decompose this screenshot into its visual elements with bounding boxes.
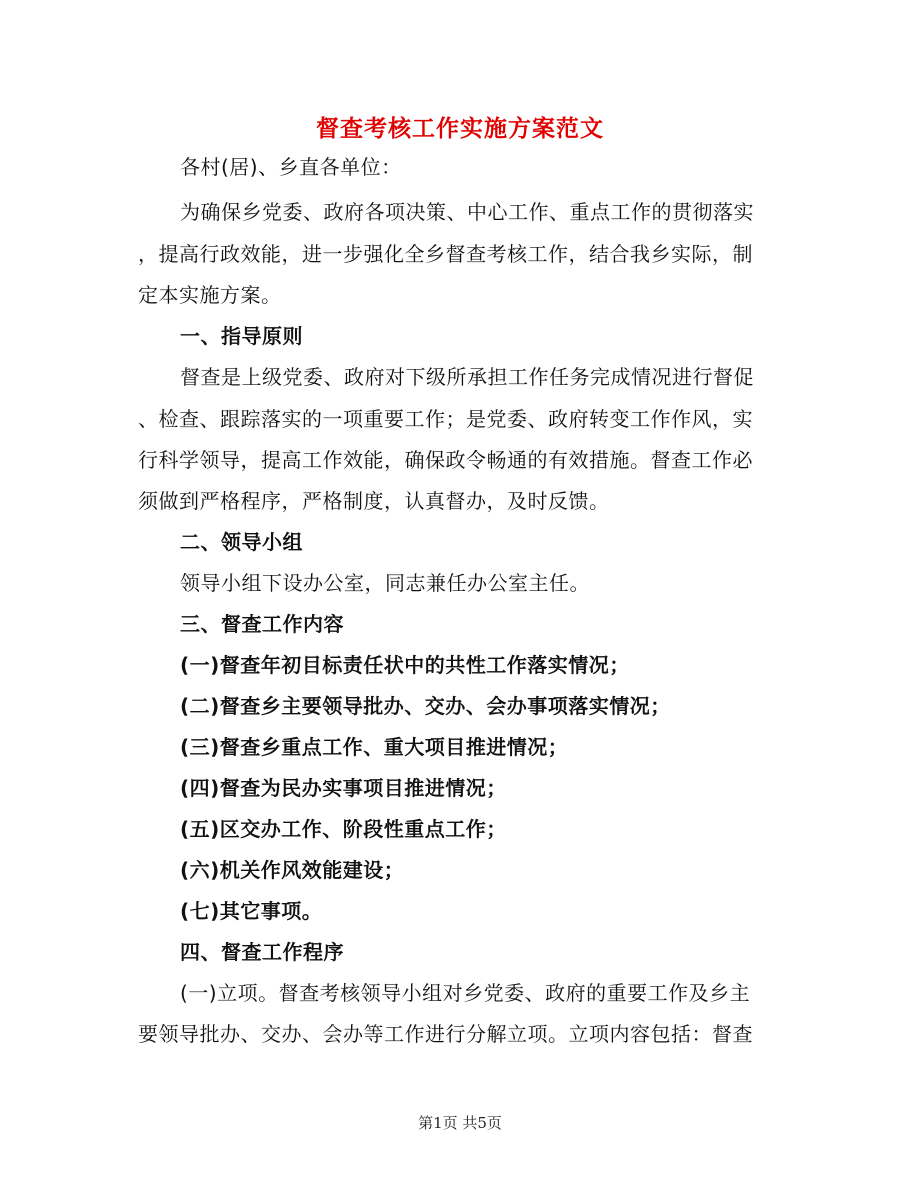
s3-item: (三)督查乡重点工作、重大项目推进情况； <box>180 735 569 759</box>
s3-item: (五)区交办工作、阶段性重点工作； <box>180 817 507 841</box>
s3-item: (二)督查乡主要领导批办、交办、会办事项落实情况； <box>180 694 671 718</box>
intro-line-3: 定本实施方案。 <box>138 283 282 307</box>
intro-line-1: 为确保乡党委、政府各项决策、中心工作、重点工作的贯彻落实 <box>180 200 754 224</box>
document-title: 督查考核工作实施方案范文 <box>316 116 604 142</box>
s3-item: (一)督查年初目标责任状中的共性工作落实情况； <box>180 653 630 677</box>
section-heading-inspection-content: 三、督查工作内容 <box>180 612 344 636</box>
salutation: 各村(居)、乡直各单位： <box>180 155 402 179</box>
section-heading-guiding-principles: 一、指导原则 <box>180 324 303 348</box>
section-heading-leadership-group: 二、领导小组 <box>180 530 303 554</box>
s1-line-1: 督查是上级党委、政府对下级所承担工作任务完成情况进行督促 <box>180 365 754 389</box>
s1-line-4: 须做到严格程序，严格制度，认真督办，及时反馈。 <box>138 489 610 513</box>
s1-line-3: 行科学领导，提高工作效能，确保政令畅通的有效措施。督查工作必 <box>138 448 753 472</box>
page-number-footer: 第1页 共5页 <box>418 1114 502 1132</box>
s4-line-1: (一)立项。督查考核领导小组对乡党委、政府的重要工作及乡主 <box>180 981 751 1005</box>
section-heading-inspection-procedure: 四、督查工作程序 <box>180 940 344 964</box>
s3-item: (七)其它事项。 <box>180 899 323 923</box>
intro-line-2: ，提高行政效能，进一步强化全乡督查考核工作，结合我乡实际，制 <box>138 242 753 266</box>
s1-line-2: 、检查、跟踪落实的一项重要工作；是党委、政府转变工作作风，实 <box>138 407 753 431</box>
s4-line-2: 要领导批办、交办、会办等工作进行分解立项。立项内容包括：督查 <box>138 1022 753 1046</box>
s3-item: (四)督查为民办实事项目推进情况； <box>180 776 507 800</box>
s3-item: (六)机关作风效能建设； <box>180 858 405 882</box>
s2-line-1: 领导小组下设办公室，同志兼任办公室主任。 <box>180 571 590 595</box>
